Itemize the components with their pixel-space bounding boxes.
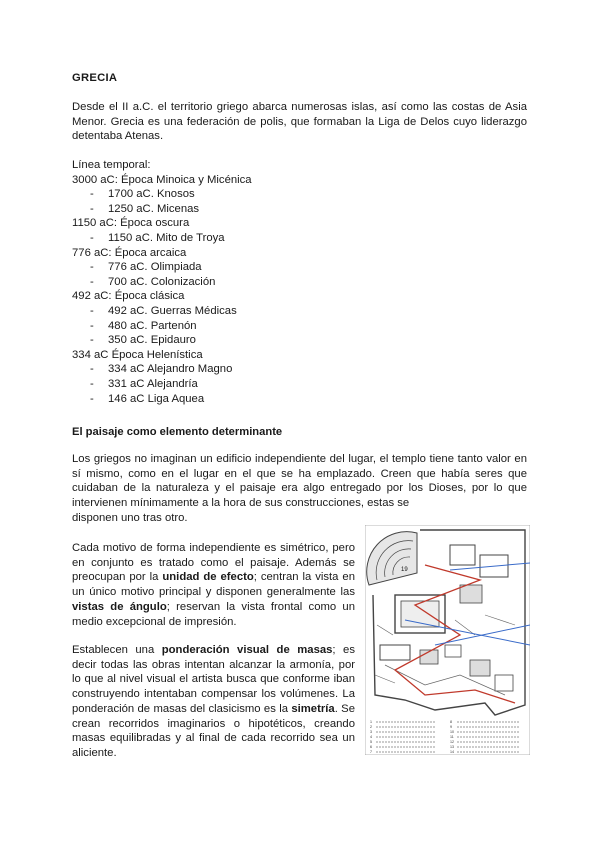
svg-text:8: 8 <box>450 720 452 724</box>
timeline <box>72 158 252 406</box>
svg-text:10: 10 <box>450 730 454 734</box>
bold-term: simetría <box>291 702 335 715</box>
svg-text:13: 13 <box>450 745 454 749</box>
svg-text:3: 3 <box>370 730 372 734</box>
bold-term: ponderación visual de masas <box>161 644 333 656</box>
bold-term: unidad de efecto <box>162 571 254 584</box>
landscape-paragraph-end: disponen uno tras otro. <box>72 512 188 524</box>
ponderation-paragraph: Establecen una ponderación visual de masas; es decir todas las obras intentan alcanzar la armonía, por lo que al nivel visual el artista busca que conforme iban construyendo intentaban compensar los volúmenes. La ponderación de masas del clasicismo es la simetría. Se crean recorridos imaginarios o hipotéticos, creando masas equilibradas y al final de cada recorrido sea un aliciente. <box>72 644 355 759</box>
svg-text:14: 14 <box>450 750 454 754</box>
timeline-event: - 1250 aC. Micenas <box>90 202 200 215</box>
svg-text:7: 7 <box>370 750 372 754</box>
timeline-event: - 492 aC. Guerras Médicas <box>90 304 237 317</box>
landscape-paragraph: Los griegos no imaginan un edificio independiente del lugar, el templo tiene tanto valor en sí mismo, como en el lugar en el que se ha emplazado. Creen que había seres que cuidaban de la naturaleza y el paisaje era algo entregado por los Dioses, por lo que intervienen mínimamente a la hora de sus construcciones, estas se <box>72 453 527 510</box>
timeline-event: - 146 aC Liga Aquea <box>90 392 205 405</box>
timeline-event: - 331 aC Alejandría <box>90 377 198 390</box>
intro-paragraph: Desde el II a.C. el territorio griego abarca numerosas islas, así como las costas de Asia Menor. Grecia es una federación de polis, que formaban la Liga de Delos cuyo liderazgo detentaba Atenas. <box>72 101 527 143</box>
timeline-event: - 1150 aC. Mito de Troya <box>90 231 225 244</box>
timeline-event: - 334 aC Alejandro Magno <box>90 363 233 376</box>
building-block <box>460 585 482 603</box>
era-label: 1150 aC: Época oscura <box>72 217 190 230</box>
motif-paragraph: Cada motivo de forma independiente es simétrico, pero en conjunto es tratado como el paisaje. Además se preocupan por la unidad de efecto; centran la vista en un único motivo principal y disponen generalmente las vistas de ángulo; reservan la vista frontal como un medio excepcional de impresión. <box>72 542 355 628</box>
svg-text:4: 4 <box>370 735 372 739</box>
treasury-block <box>470 660 490 676</box>
era-label: 776 aC: Época arcaica <box>72 246 187 259</box>
era-label: 3000 aC: Época Minoica y Micénica <box>72 173 252 186</box>
svg-text:9: 9 <box>450 725 452 729</box>
timeline-event: - 1700 aC. Knosos <box>90 188 195 201</box>
timeline-event: - 350 aC. Epidauro <box>90 334 196 347</box>
svg-text:12: 12 <box>450 740 454 744</box>
section-heading: El paisaje como elemento determinante <box>72 426 283 438</box>
svg-text:5: 5 <box>370 740 372 744</box>
svg-text:6: 6 <box>370 745 372 749</box>
era-label: 492 aC: Época clásica <box>72 290 185 303</box>
timeline-event: - 776 aC. Olimpiada <box>90 261 202 274</box>
theater-number: 19 <box>401 567 408 573</box>
era-label: 334 aC Época Helenística <box>72 348 203 361</box>
svg-text:2: 2 <box>370 725 372 729</box>
svg-text:11: 11 <box>450 735 454 739</box>
document-title: GRECIA <box>72 72 118 84</box>
sanctuary-site-plan <box>365 525 530 755</box>
svg-text:1: 1 <box>370 720 372 724</box>
timeline-event: - 480 aC. Partenón <box>90 319 197 332</box>
timeline-event: - 700 aC. Colonización <box>90 275 216 288</box>
bold-term: vistas de ángulo <box>72 600 167 613</box>
timeline-label: Línea temporal: <box>72 159 151 171</box>
